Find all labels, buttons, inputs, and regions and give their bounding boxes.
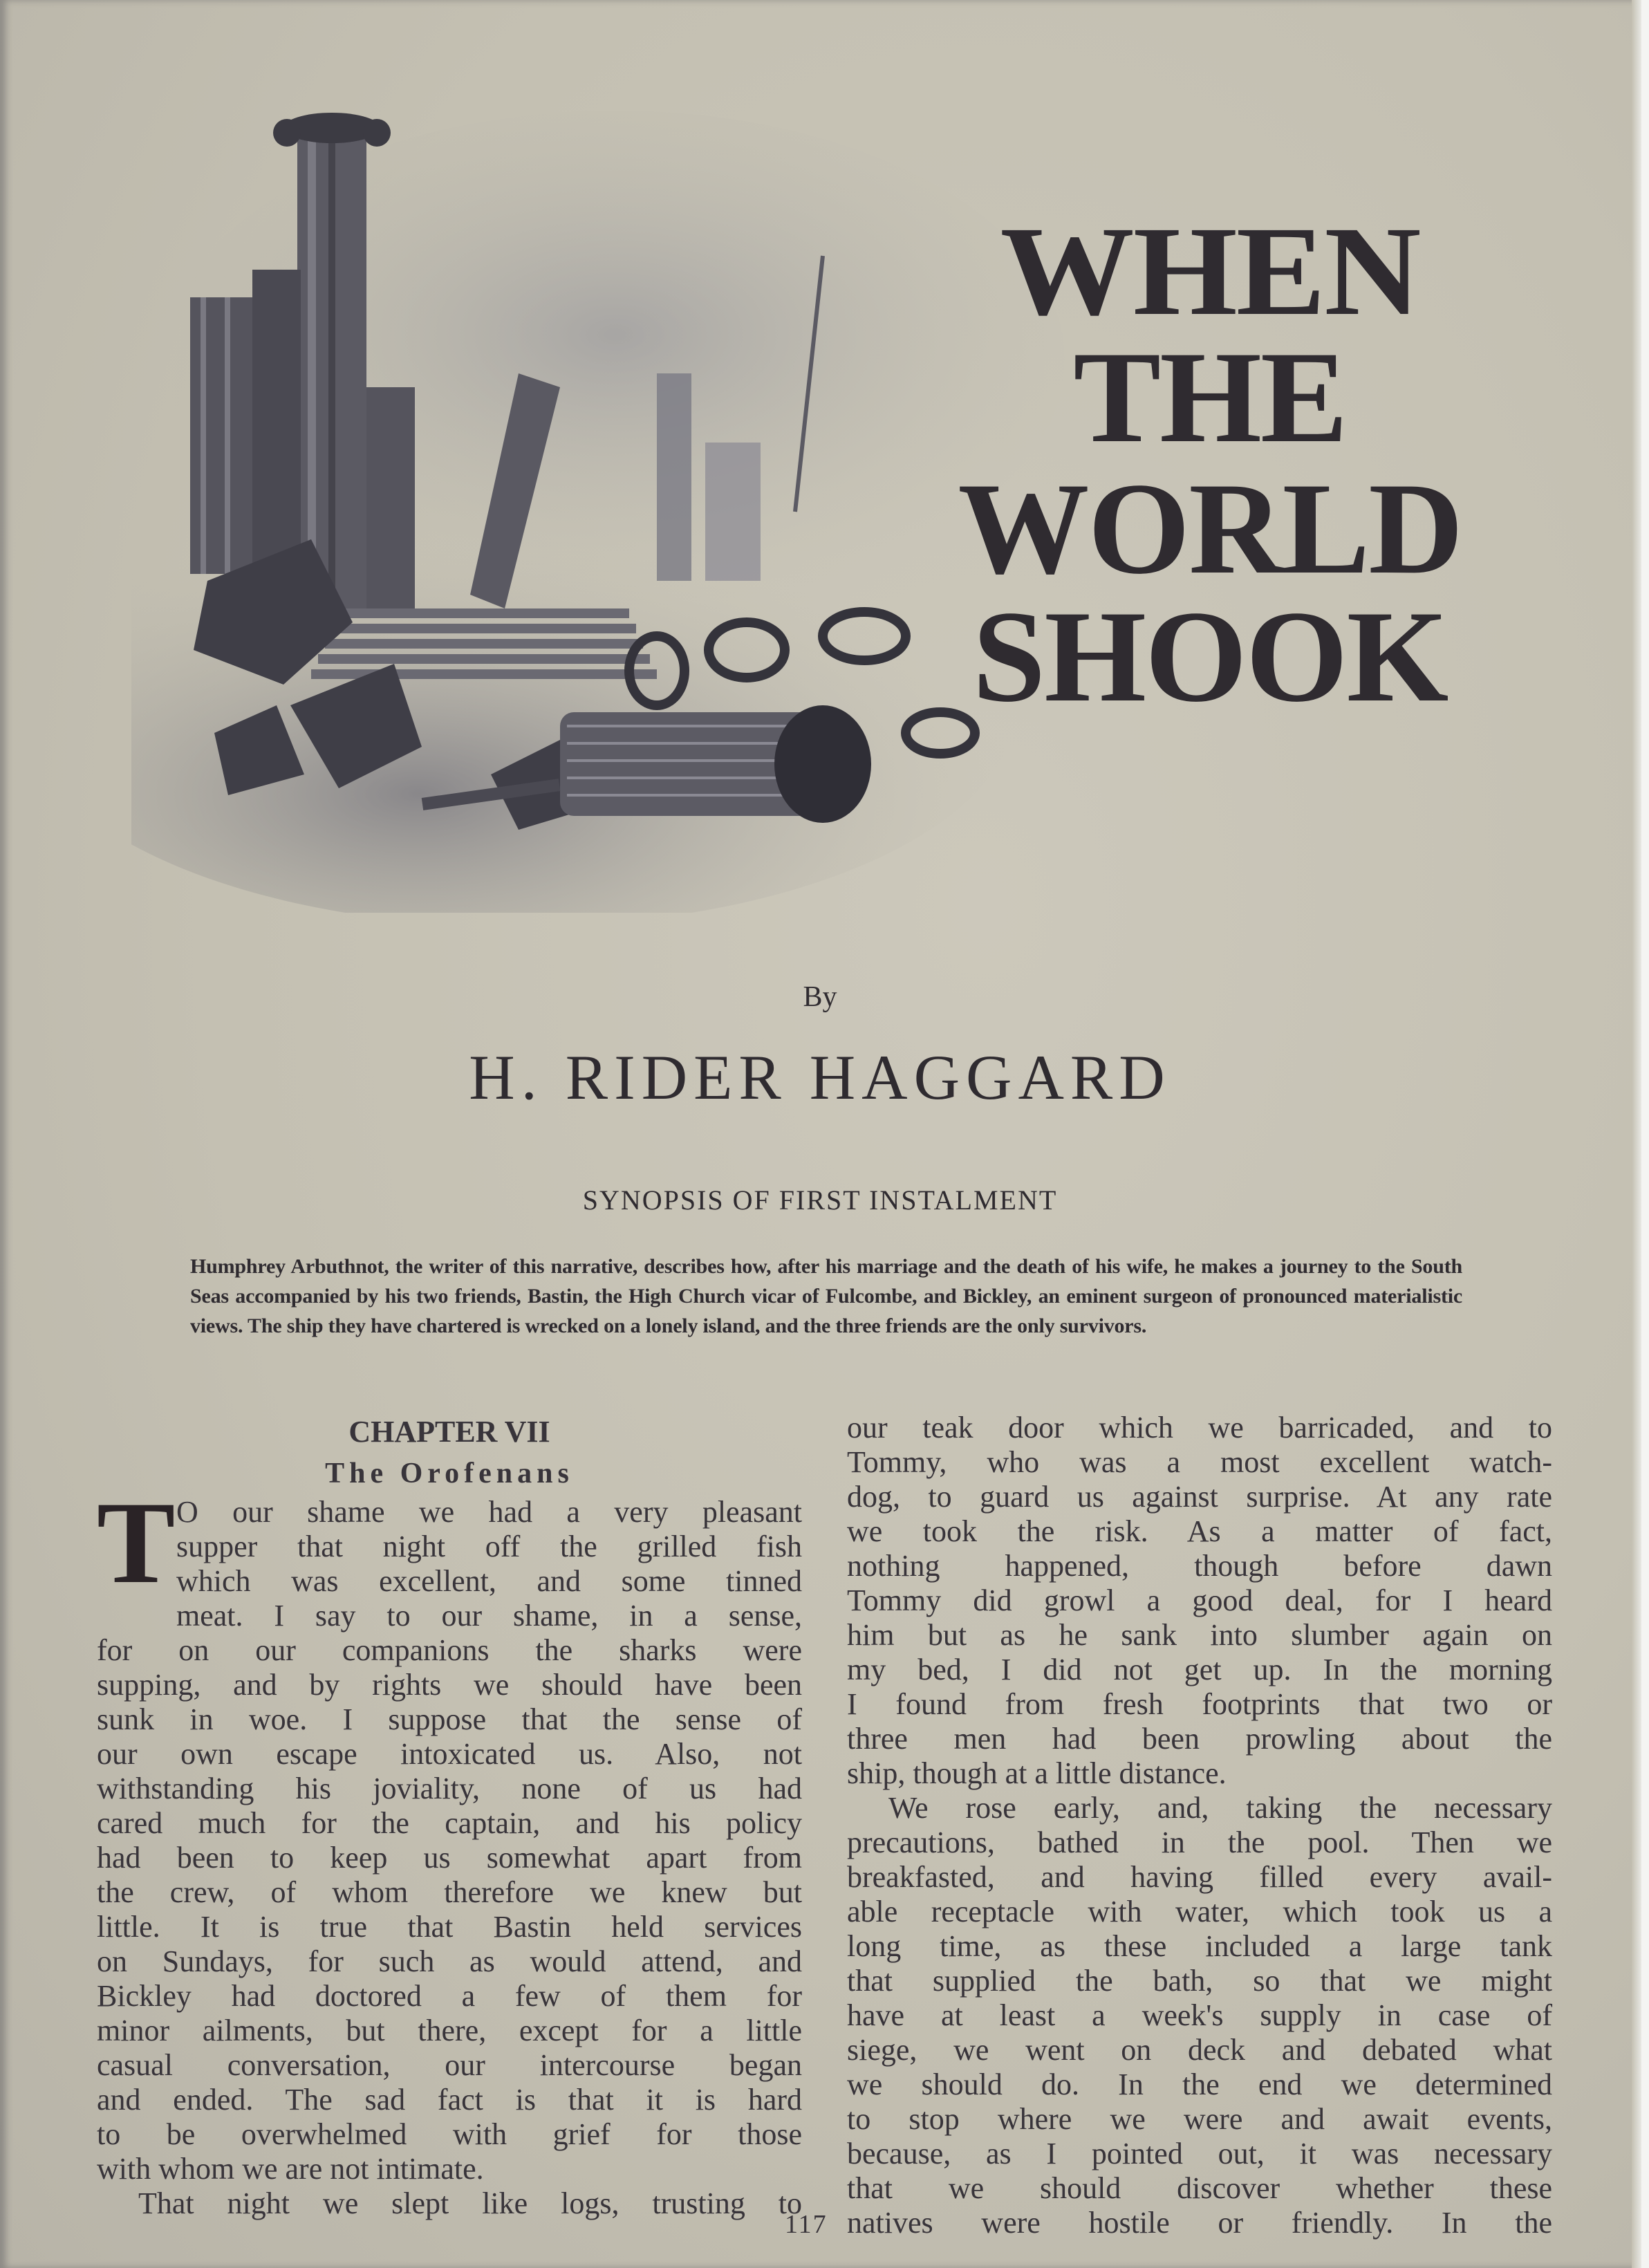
byline-prefix: By	[803, 981, 837, 1013]
text-line: That night we slept like logs, trusting to	[138, 2186, 802, 2220]
text-line: long time, as these included a large tank	[847, 1929, 1552, 1963]
text-line: natives were hostile or friendly. In the	[847, 2206, 1552, 2240]
text-line: minor ailments, but there, except for a little	[97, 2014, 802, 2047]
text-line: to be overwhelmed with grief for those	[97, 2117, 802, 2151]
text-line: and ended. The sad fact is that it is hard	[97, 2083, 802, 2117]
text-line: meat. I say to our shame, in a sense,	[176, 1599, 802, 1633]
text-line: ship, though at a little distance.	[847, 1756, 1227, 1790]
chapter-title: The Orofenans	[325, 1458, 574, 1489]
text-line: I found from fresh footprints that two or	[847, 1687, 1552, 1721]
text-line: cared much for the captain, and his policy	[97, 1806, 802, 1840]
text-line: little. It is true that Bastin held services	[97, 1910, 802, 1944]
text-line: have at least a week's supply in case of	[847, 1998, 1552, 2032]
text-line: three men had been prowling about the	[847, 1722, 1552, 1756]
text-line: that we should discover whether these	[847, 2171, 1552, 2205]
text-line: him but as he sank into slumber again on	[847, 1618, 1552, 1652]
text-line: Tommy, who was a most excellent watch-	[847, 1445, 1552, 1479]
author-name: H. RIDER HAGGARD	[469, 1042, 1171, 1113]
text-line: siege, we went on deck and debated what	[847, 2033, 1552, 2067]
text-line: had been to keep us somewhat apart from	[97, 1841, 802, 1875]
text-line: we took the risk. As a matter of fact,	[847, 1514, 1552, 1548]
text-line: for on our companions the sharks were	[97, 1633, 802, 1667]
page-number: 117	[785, 2210, 828, 2239]
chapter-number: CHAPTER VII	[348, 1415, 550, 1449]
text-line: O our shame we had a very pleasant	[176, 1495, 802, 1529]
text-line: that supplied the bath, so that we might	[847, 1964, 1552, 1998]
right-column	[847, 1411, 1552, 2240]
body-text-left	[97, 1478, 802, 2221]
text-line: Tommy did growl a good deal, for I heard	[847, 1583, 1552, 1617]
text-line: casual conversation, our intercourse began	[97, 2048, 802, 2082]
text-line: with whom we are not intimate.	[97, 2152, 484, 2186]
text-line: my bed, I did not get up. In the morning	[847, 1653, 1552, 1686]
text-line: dog, to guard us against surprise. At any rate	[847, 1480, 1552, 1514]
synopsis-heading: SYNOPSIS OF FIRST INSTALMENT	[582, 1184, 1058, 1216]
text-line: our teak door which we barricaded, and to	[847, 1411, 1552, 1444]
title-line-2: THE WORLD	[958, 325, 1462, 602]
text-line: We rose early, and, taking the necessary	[888, 1791, 1552, 1825]
text-line: which was excellent, and some tinned	[176, 1564, 802, 1598]
text-line: supper that night off the grilled fish	[176, 1530, 802, 1563]
text-line: to stop where we were and await events,	[847, 2102, 1552, 2136]
drop-cap: T	[97, 1478, 176, 1608]
text-line: supping, and by rights we should have been	[97, 1668, 802, 1702]
text-line: nothing happened, though before dawn	[847, 1549, 1552, 1583]
title-line-1: WHEN	[1000, 201, 1420, 342]
left-column	[97, 1411, 802, 2221]
synopsis-text: Humphrey Arbuthnot, the writer of this narrative, describes how, after his marriage and the death of his wife, he makes a journey to the South Seas accompanied by his two friends, Bastin, the High Church vicar of Fulcombe, and Bickley, an eminent surgeon of pronounced materialistic views. The ship they have chartered is wrecked on a lonely island, and the three friends are the only survivors.	[190, 1255, 1462, 1337]
text-line: withstanding his joviality, none of us had	[97, 1772, 802, 1805]
text-line: on Sundays, for such as would attend, and	[97, 1944, 802, 1978]
title-line-3: SHOOK	[972, 584, 1448, 729]
text-line: our own escape intoxicated us. Also, not	[97, 1737, 802, 1771]
text-line: we should do. In the end we determined	[847, 2067, 1552, 2101]
text-line: the crew, of whom therefore we knew but	[97, 1875, 802, 1909]
text-line: able receptacle with water, which took us a	[847, 1895, 1552, 1928]
text-line: because, as I pointed out, it was necessary	[847, 2137, 1552, 2171]
text-line: breakfasted, and having filled every avail-	[847, 1860, 1552, 1894]
text-line: sunk in woe. I suppose that the sense of	[97, 1702, 802, 1736]
text-line: precautions, bathed in the pool. Then we	[847, 1825, 1552, 1859]
text-line: Bickley had doctored a few of them for	[97, 1979, 802, 2013]
article-title	[830, 201, 1590, 729]
